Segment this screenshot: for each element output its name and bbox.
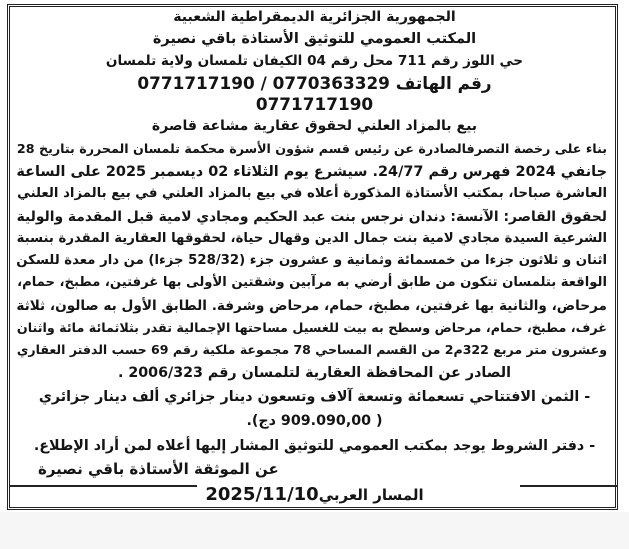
footer	[0, 485, 629, 511]
notice-title: بيع بالمزاد العلني لحقوق عقارية مشاعة قاصرة	[151, 118, 478, 134]
body-line-9: غرف، مطبخ، حمام، مرحاض وسطح به بيت للغسيل مساحتها الإجمالية تقدر بثلاثمائة مائة واثنان	[16, 320, 607, 335]
body-line-4: لحقوق القاصر: الآنسة: دندان نرجس بنت عبد الحكيم ومجادي لامية قبل المقدمة والولية	[16, 209, 607, 225]
notary-signature: عن الموثقة الأستاذة باقي نصيرة	[38, 460, 279, 478]
header-republic: الجمهورية الجزائرية الديمقراطية الشعبية	[173, 9, 456, 25]
header-address: حي اللوز رقم 711 محل رقم 04 الكيفان تلمسان ولاية تلمسان	[105, 53, 524, 69]
body-line-3: العاشرة صباحا، بمكتب الأستاذة المذكورة أعلاه في بيع بالمزاد العلني في بيع بالمزاد العلني	[17, 186, 607, 201]
header-office: المكتب العمومي للتوثيق الأستاذة باقي نصيرة	[152, 31, 477, 47]
body-line-8: مرحاض، والثانية بها غرفتين، مطبخ، حمام، مرحاض وشرفة. الطابق الأول به صالون، ثلاثة	[16, 298, 607, 314]
body-line-5: الشرعية السيدة مجادي لامية بنت جمال الدين وقهال حياة، لحقوقها العقارية المقدرة بنسبة	[16, 231, 607, 246]
body-line-2: جانفي 2024 فهرس رقم 24/77. سيشرع يوم الثلاثاء 02 ديسمبر 2025 على الساعة	[16, 164, 607, 180]
body-line-11: الصادر عن المحافظة العقارية لتلمسان رقم 2006/323 .	[117, 365, 512, 381]
header-phone-2: 0771717190	[255, 94, 374, 114]
scan-margin	[0, 512, 629, 549]
price-line-2: ( 909.090,00 دج).	[246, 413, 383, 429]
body-line-10: وعشرون متر مربع 322م2 من القسم المساحي 78 مجموعة ملكية رقم 69 حسب الدفتر العقاري	[16, 342, 607, 357]
body-line-6: اثنان و ثلاثون جزءا من خمسمائة وثمانية و عشرون جزء (528/32 جزءا) من دار معدة للسكن	[16, 253, 607, 268]
footer-label	[197, 484, 431, 506]
footer-date: 2025/11/10	[205, 484, 319, 505]
body-line-1: بناء على رخصة التصرفالصادرة عن رئيس قسم شؤون الأسرة محكمة تلمسان المحررة بتاريخ 28	[16, 141, 607, 156]
conditions-line: - دفتر الشروط يوجد بمكتب العمومي للتوثيق المشار إليها أعلاه لمن أراد الإطلاع.	[33, 438, 596, 454]
price-line-1: - الثمن الافتتاحي تسعمائة وتسعة آلاف وتسعون دينار جزائري ألف دينار جزائري	[38, 389, 591, 405]
body-line-7: الواقعة بتلمسان تتكون من طابق أرضي به مرآبين وشقتين الأولى بها غرفتين، مطبخ، حمام،	[17, 275, 607, 290]
footer-source: المسار العربي	[318, 486, 424, 504]
header-phone: رقم الهاتف 0770363329 / 0771717190	[137, 73, 492, 93]
